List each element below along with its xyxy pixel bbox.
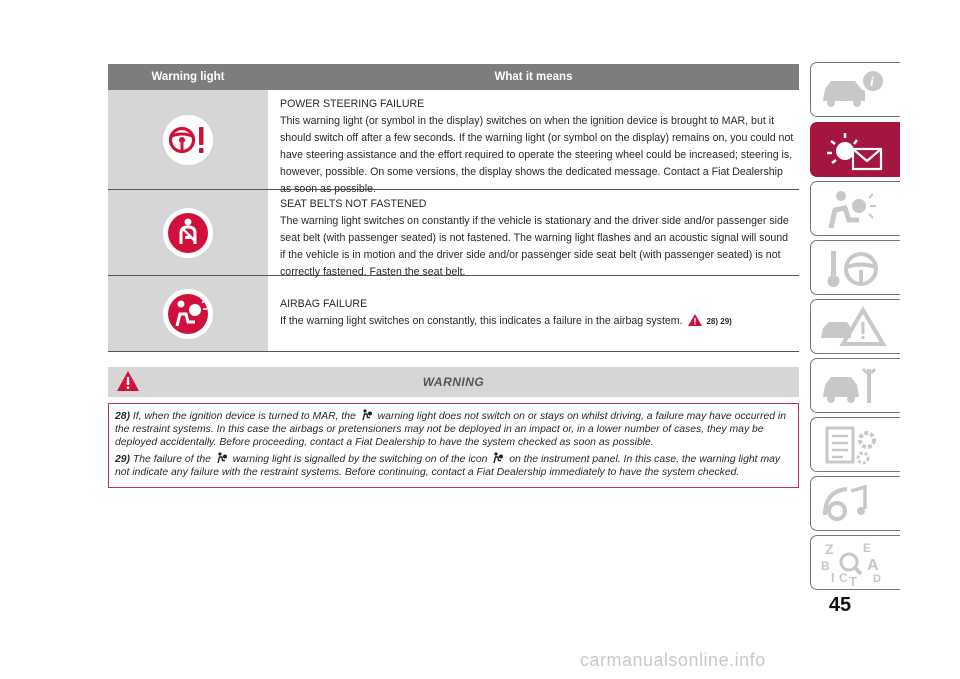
multimedia-icon <box>817 481 887 527</box>
tab-index[interactable] <box>810 535 900 590</box>
tab-emergency[interactable] <box>810 299 900 354</box>
tab-maintenance[interactable] <box>810 358 900 413</box>
table-header <box>108 64 799 90</box>
warning-note: 28) If, when the ignition device is turned to MAR, the warning light does not switch on or stays on whilst driving, a failure may have occurred in the restraint systems. In this case the airbags or pretensioners may not be deployed in an impact or, in a lower number of cases, they may be deployed accidentally. Before proceeding, contact a Fiat Dealership to have the system checked as soon as possible. <box>115 411 786 448</box>
svg-text:T: T <box>849 574 857 586</box>
watermark-footer: carmanualsonline.info <box>580 650 766 670</box>
row-title: POWER STEERING FAILURE <box>280 98 425 110</box>
warning-triangle-icon <box>688 314 702 326</box>
svg-text:B: B <box>821 559 830 573</box>
seat-belt-warning-icon <box>163 208 213 258</box>
svg-text:E: E <box>863 541 872 555</box>
warning-note: 29) The failure of the warning light is signalled by the switching on of the icon on the instrument panel. In this case, the warning light may not indicate any failure with the restraint systems. Before continuing, contact a Fiat Dealership immediately to have the system checked. <box>115 454 781 478</box>
table-row <box>108 190 799 276</box>
tab-dashboard[interactable] <box>810 122 900 177</box>
svg-text:i: i <box>870 75 874 90</box>
airbag-person-icon <box>492 452 504 464</box>
page-number: 45 <box>828 594 852 616</box>
tab-safety[interactable] <box>810 181 900 236</box>
airbag-safety-icon <box>817 186 887 232</box>
row-description: This warning light (or symbol in the display) switches on when the ignition device is brought to MAR, but it should switch off after a few seconds. If the warning light (or symbol on the display) remains on, you could not have steering assistance and the effort required to operate the steering wheel could be increased; steering is, however, possible. On some versions, the display shows the dedicated message. Contact a Fiat Dealership as soon as possible. <box>280 115 794 195</box>
tab-multimedia[interactable] <box>810 476 900 531</box>
airbag-warning-icon <box>163 289 213 339</box>
svg-text:Z: Z <box>825 541 834 557</box>
tab-technical-data[interactable] <box>810 417 900 472</box>
tab-starting-driving[interactable] <box>810 240 900 295</box>
airbag-person-icon <box>361 409 373 421</box>
row-description: The warning light switches on constantly if the vehicle is stationary and the driver side and/or passenger side seat belt (with passenger seated) is not fastened. The warning light flashes and an acoustic signal will sound if the vehicle is in motion and the driver side and/or passenger side seat belt (with passenger seated) is not correctly fastened. Fasten the seat belt. <box>280 215 789 278</box>
svg-text:C: C <box>839 571 848 585</box>
warning-notes <box>108 403 799 488</box>
row-title: SEAT BELTS NOT FASTENED <box>280 198 427 210</box>
row-description: If the warning light switches on constantly, this indicates a failure in the airbag system. <box>280 315 683 327</box>
car-info-icon <box>817 67 887 113</box>
row-title: AIRBAG FAILURE <box>280 298 368 310</box>
technical-data-icon <box>817 422 887 468</box>
alphabetical-index-icon <box>817 540 887 586</box>
warning-title: WARNING <box>422 375 485 389</box>
table-row <box>108 90 799 195</box>
dashboard-warning-lights-icon <box>817 127 887 173</box>
table-row <box>108 276 799 352</box>
col-header-what-it-means: What it means <box>494 71 573 83</box>
emergency-breakdown-icon <box>817 304 887 350</box>
airbag-person-icon <box>216 452 228 464</box>
car-maintenance-icon <box>817 363 887 409</box>
svg-text:D: D <box>873 573 881 585</box>
note-references: 28) 29) <box>706 317 732 326</box>
tab-car-info[interactable] <box>810 62 900 117</box>
col-header-warning-light: Warning light <box>151 71 225 83</box>
key-steering-wheel-icon <box>817 245 887 291</box>
svg-text:I: I <box>831 570 835 585</box>
warning-header <box>108 367 799 397</box>
svg-text:A: A <box>867 557 879 574</box>
power-steering-warning-icon <box>163 115 213 165</box>
warning-lights-table <box>108 64 799 352</box>
